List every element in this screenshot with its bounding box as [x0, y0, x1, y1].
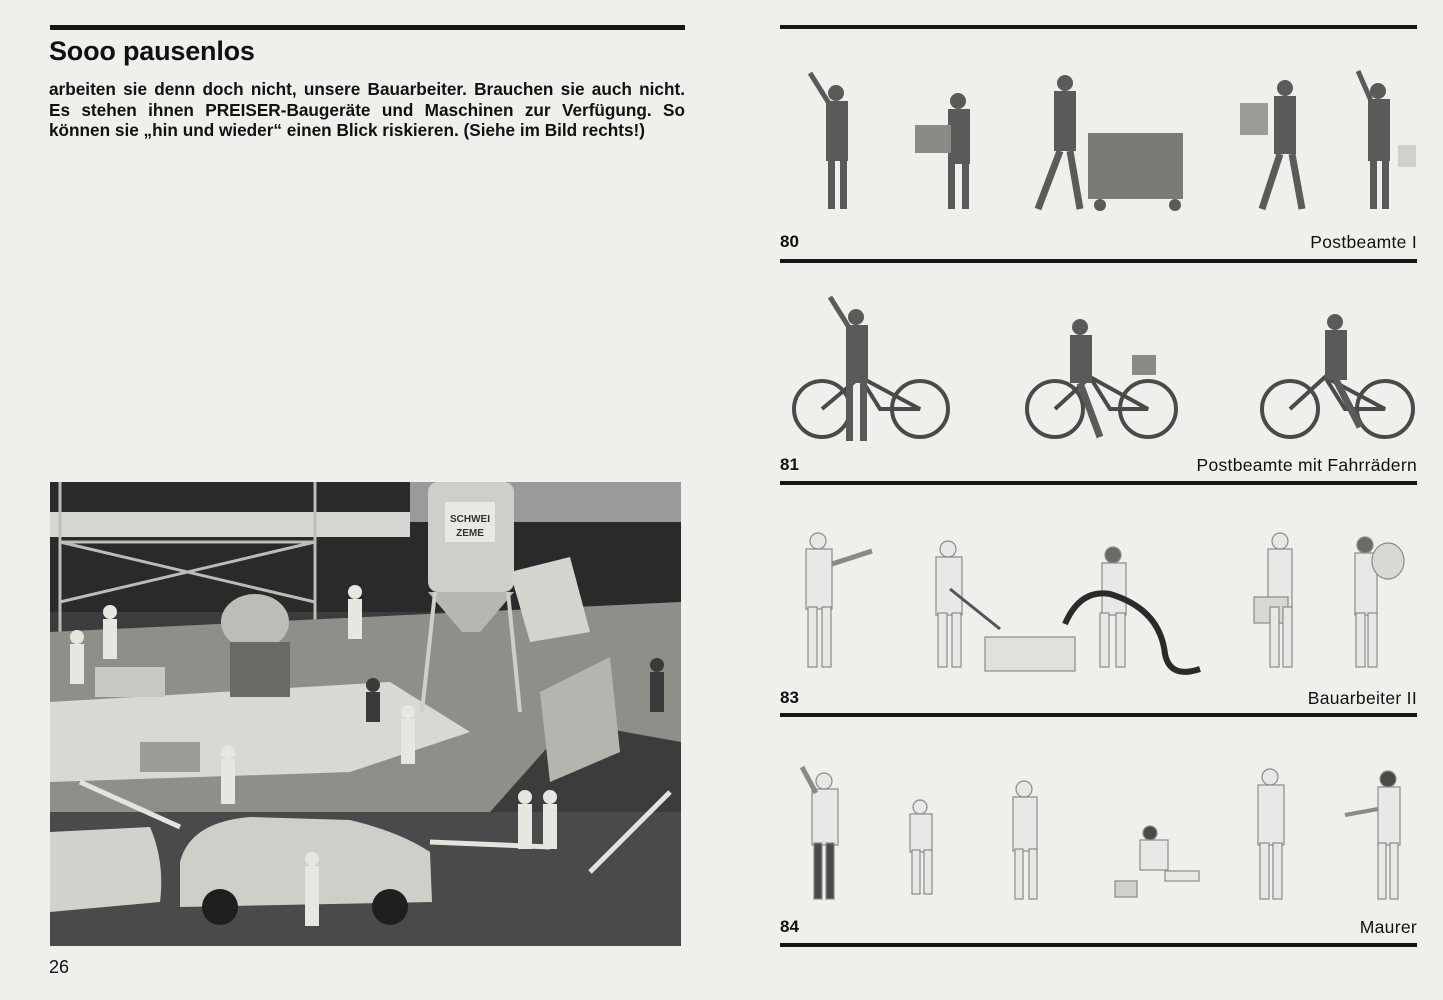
item-number: 80 — [780, 232, 799, 251]
item-title: Maurer — [1359, 917, 1417, 937]
item-number: 83 — [780, 688, 799, 707]
body-text: arbeiten sie denn doch nicht, unsere Bauarbeiter. Brauchen sie auch nicht. Es stehen ihnen PREISER-Baugeräte und Maschinen zur Verfügung. So können sie „hin und wieder“ einen Blick riskieren. (Siehe im Bild rechts!) — [49, 79, 685, 140]
top-rule — [50, 25, 685, 30]
item-number: 81 — [780, 455, 799, 474]
catalog-section-84 — [780, 713, 1417, 945]
item-title: Postbeamte mit Fahrrädern — [1196, 455, 1417, 475]
postman-figure-icon — [810, 71, 1416, 211]
catalog-section-83 — [780, 481, 1417, 716]
bicycle-figure-icon — [794, 377, 1413, 437]
right-page — [720, 0, 1443, 1000]
section-rule — [780, 713, 1417, 717]
bicycle-figures — [780, 267, 1417, 457]
item-number: 84 — [780, 917, 799, 936]
worker-figures — [780, 489, 1417, 689]
silo-sign-line2: ZEME — [456, 528, 484, 539]
item-title: Postbeamte I — [1310, 232, 1417, 252]
photo-illustration — [50, 482, 681, 946]
worker-figure-icon — [806, 533, 1404, 671]
mason-figure-icon — [802, 767, 1400, 899]
silo-sign-line1: SCHWEI — [450, 514, 490, 525]
postman-figures — [780, 33, 1417, 233]
left-page — [0, 0, 720, 1000]
page-number: 26 — [49, 957, 70, 977]
catalog-section-80 — [780, 25, 1417, 265]
bottom-rule — [780, 943, 1417, 947]
catalog-section-81 — [780, 259, 1417, 484]
section-rule — [780, 25, 1417, 29]
section-rule — [780, 259, 1417, 263]
headline: Sooo pausenlos — [49, 36, 255, 66]
construction-diorama-photo — [50, 482, 681, 946]
mason-figures — [780, 721, 1417, 921]
item-title: Bauarbeiter II — [1307, 688, 1417, 708]
section-rule — [780, 481, 1417, 485]
